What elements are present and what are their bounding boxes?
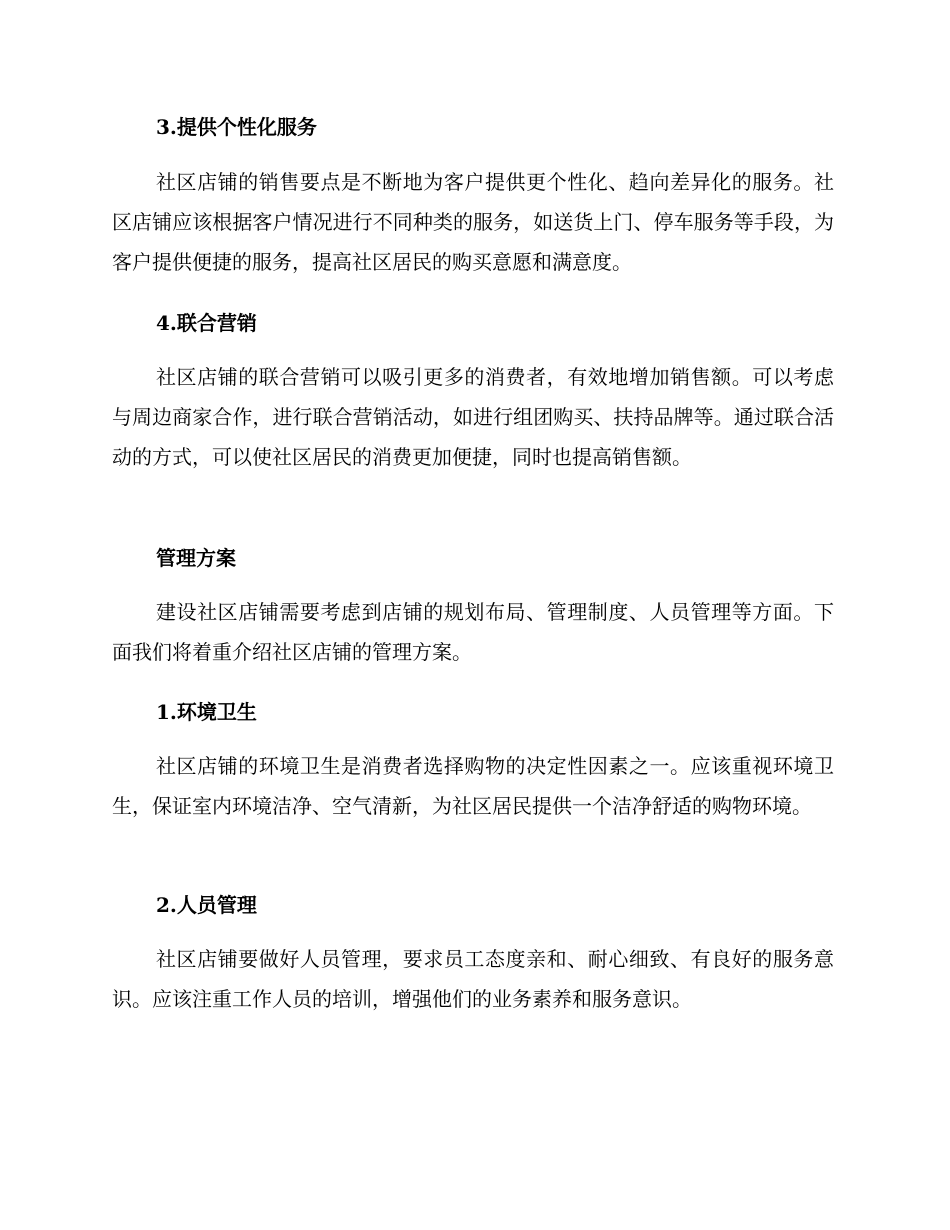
section-heading: 管理方案: [156, 546, 236, 570]
section-paragraph: 社区店铺的环境卫生是消费者选择购物的决定性因素之一。应该重视环境卫生，保证室内环境洁净、空气清新，为社区居民提供一个洁净舒适的购物环境。: [112, 754, 834, 818]
section-paragraph: 社区店铺要做好人员管理，要求员工态度亲和、耐心细致、有良好的服务意识。应该注重工作人员的培训，增强他们的业务素养和服务意识。: [112, 947, 834, 1011]
section-heading: 3.提供个性化服务: [156, 115, 317, 139]
section-heading: 1.环境卫生: [156, 700, 257, 724]
section-paragraph: 建设社区店铺需要考虑到店铺的规划布局、管理制度、人员管理等方面。下面我们将着重介绍社区店铺的管理方案。: [112, 600, 834, 664]
section-heading: 4.联合营销: [156, 311, 257, 335]
section-paragraph: 社区店铺的销售要点是不断地为客户提供更个性化、趋向差异化的服务。社区店铺应该根据客户情况进行不同种类的服务，如送货上门、停车服务等手段，为客户提供便捷的服务，提高社区居民的购买意愿和满意度。: [112, 170, 834, 274]
section-heading: 2.人员管理: [156, 893, 257, 917]
section-paragraph: 社区店铺的联合营销可以吸引更多的消费者，有效地增加销售额。可以考虑与周边商家合作，进行联合营销活动，如进行组团购买、扶持品牌等。通过联合活动的方式，可以使社区居民的消费更加便捷，同时也提高销售额。: [112, 365, 834, 469]
